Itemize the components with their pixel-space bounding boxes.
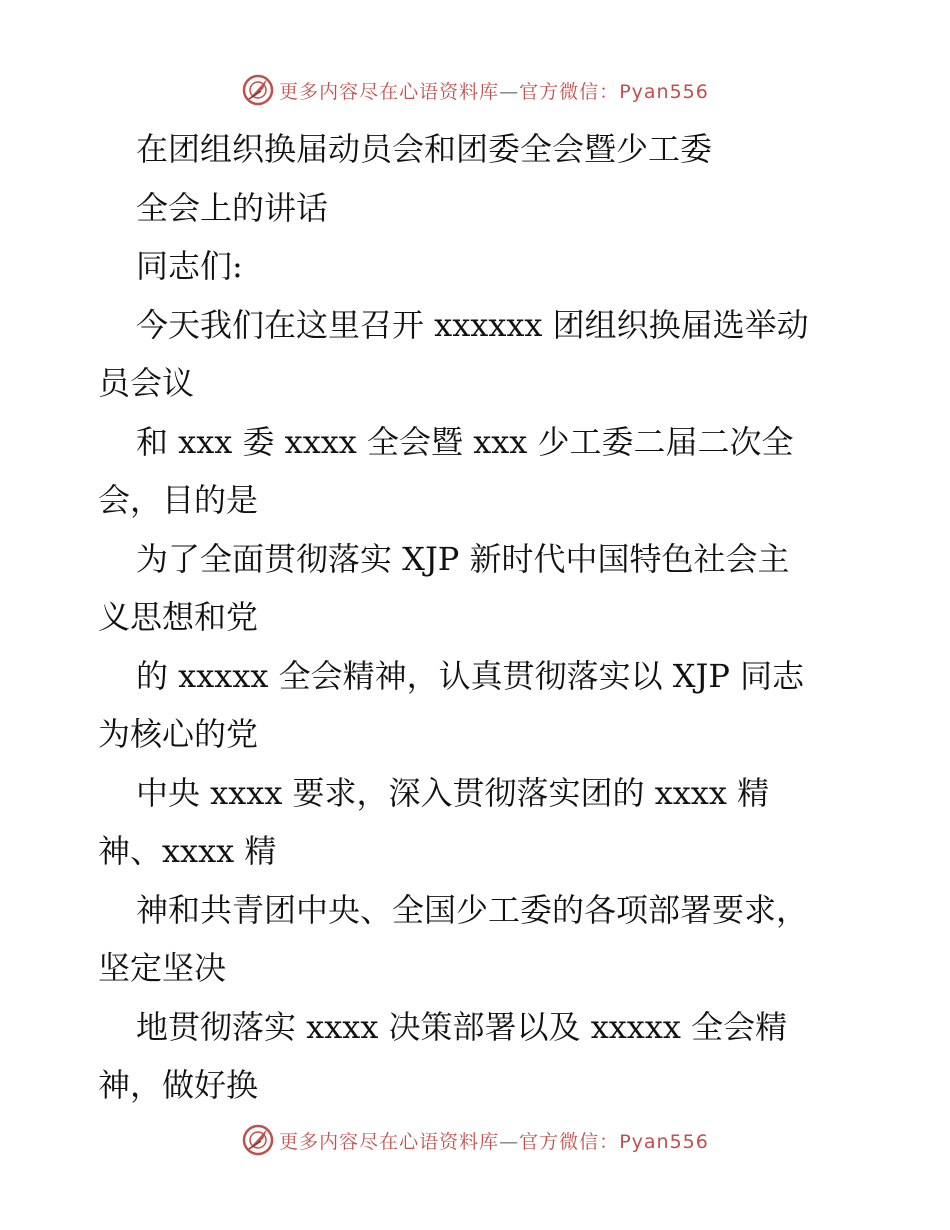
banner-separator: — [499,80,520,103]
banner-main: 更多内容尽在心语资料库 [279,1130,500,1153]
text-line: 和 xxx 委 xxxx 全会暨 xxx 少工委二届二次全 [136,422,794,461]
text-line: 义思想和党 [98,598,259,636]
banner-text [279,1127,709,1154]
banner-contact-label: 官方微信： [519,80,620,103]
text-line: 会，目的是 [98,481,259,519]
banner-text [279,77,709,104]
text-line: 坚定坚决 [98,949,227,987]
document-body [98,120,858,1115]
text-line: 为核心的党 [98,715,259,753]
banner-separator: — [499,1130,520,1153]
quill-logo-icon [241,1123,275,1157]
text-line: 神、xxxx 精 [98,832,277,870]
text-line: 同志们: [136,247,243,285]
text-line: 神和共青团中央、全国少工委的各项部署要求， [136,890,809,929]
text-line: 在团组织换届动员会和团委全会暨少工委 [136,130,713,168]
banner-contact-id: Pyan556 [619,80,709,103]
banner-contact-id: Pyan556 [619,1130,709,1153]
text-line: 的 xxxxx 全会精神，认真贯彻落实以 XJP 同志 [136,656,805,695]
banner-contact-label: 官方微信： [519,1130,620,1153]
text-line: 今天我们在这里召开 xxxxxx 团组织换届选举动 [136,305,809,344]
text-line: 地贯彻落实 xxxx 决策部署以及 xxxxx 全会精 [136,1007,788,1046]
header-banner [0,70,950,110]
text-line: 中央 xxxx 要求，深入贯彻落实团的 xxxx 精 [136,773,770,812]
text-line: 神，做好换 [98,1066,259,1104]
text-line: 员会议 [98,364,195,402]
text-line: 为了全面贯彻落实 XJP 新时代中国特色社会主 [136,539,790,578]
footer-banner [0,1120,950,1160]
text-line: 全会上的讲话 [136,188,329,227]
quill-logo-icon [241,73,275,107]
banner-main: 更多内容尽在心语资料库 [279,80,500,103]
